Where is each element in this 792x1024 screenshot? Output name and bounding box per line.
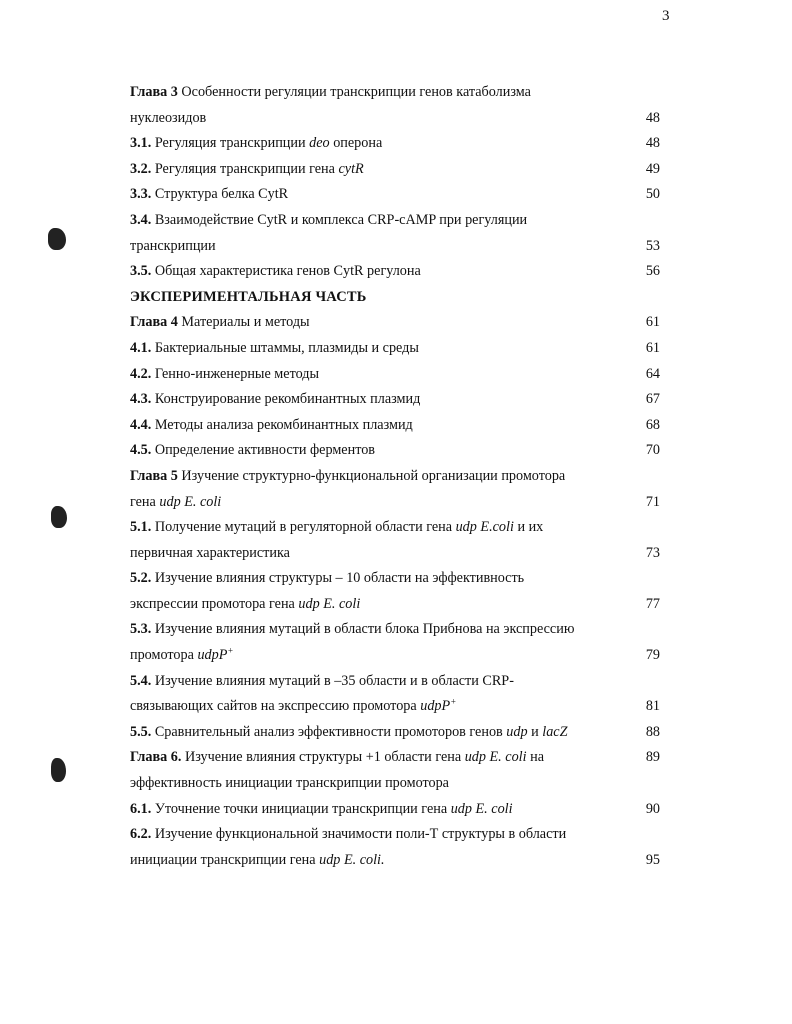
toc-entry (130, 671, 660, 697)
section-number: 5.3. (130, 621, 152, 638)
toc-entry-title (130, 545, 290, 561)
toc-entry (130, 799, 660, 825)
section-number: Глава 3 (130, 84, 178, 100)
title-text: udp E. coli (159, 493, 222, 510)
toc-page-number: 48 (645, 109, 660, 126)
title-text: udpP (420, 698, 451, 715)
toc-page-number: 81 (645, 698, 660, 715)
title-text: Уточнение точки инициации транскрипции гена (151, 800, 451, 817)
toc-page-number: 89 (645, 749, 660, 766)
title-text: Определение активности ферментов (151, 442, 376, 459)
title-text: Сравнительный анализ эффективности промоторов генов (151, 723, 507, 740)
toc-entry-title (130, 238, 216, 254)
title-text: Общая характеристика генов CytR регулона (151, 263, 421, 280)
toc-page-number: 56 (645, 263, 660, 280)
section-number: Глава 6. (130, 749, 182, 766)
title-text: Структура белка CytR (151, 186, 289, 203)
title-text: Изучение влияния структуры – 10 области на эффективность (151, 570, 525, 587)
toc-entry (130, 415, 660, 441)
title-text: Материалы и методы (177, 314, 310, 331)
toc-entry-title (130, 314, 310, 330)
toc-entry-title (130, 494, 221, 510)
title-text: udp E. coli. (319, 851, 385, 868)
title-text: Изучение влияния мутаций в области блока Прибнова на экспрессию (151, 621, 575, 638)
section-number: 3.1. (130, 135, 152, 152)
section-number: 5.5. (130, 723, 152, 740)
toc-entry (130, 543, 660, 569)
toc-entry (130, 338, 660, 364)
title-text: Изучение влияния структуры +1 области гена (181, 749, 465, 766)
toc-entry-title (130, 826, 566, 842)
section-number: 3.4. (130, 211, 152, 228)
toc-entry-title (130, 647, 233, 663)
toc-entry-title (130, 801, 513, 817)
toc-entry-title (130, 366, 319, 382)
toc-entry-title (130, 263, 421, 279)
title-text: Особенности регуляции транскрипции генов катаболизма (177, 84, 531, 100)
toc-entry-title (130, 84, 531, 100)
toc-page-number: 67 (645, 391, 660, 408)
toc-entry (130, 440, 660, 466)
toc-entry (130, 773, 660, 799)
title-text: инициации транскрипции гена (130, 851, 320, 868)
toc-entry (130, 184, 660, 210)
title-text: Генно-инженерные методы (151, 365, 320, 382)
section-number: 3.2. (130, 160, 152, 177)
title-text: udp E. coli (298, 595, 361, 612)
toc-page-number: 53 (645, 237, 660, 254)
toc-entry (130, 82, 660, 108)
title-text: + (227, 645, 234, 656)
toc-page-number: 68 (645, 416, 660, 433)
toc-page-number: 90 (645, 800, 660, 817)
toc-entry (130, 645, 660, 671)
title-text: udp E. coli (464, 749, 527, 766)
toc-page-number: 61 (645, 314, 660, 331)
title-text: и их (513, 519, 544, 536)
title-text: lacZ (542, 723, 568, 740)
section-number: 5.2. (130, 570, 152, 587)
toc-entry-title (130, 852, 385, 868)
toc-page-number: 79 (645, 647, 660, 664)
toc-entry-title (130, 212, 527, 228)
title-text: udp E. coli (450, 800, 513, 817)
title-text: промотора (130, 647, 198, 664)
toc-entry (130, 619, 660, 645)
toc-page-number: 50 (645, 186, 660, 203)
title-text: эффективность инициации транскрипции промотора (130, 775, 449, 792)
toc-entry (130, 466, 660, 492)
title-text: и (527, 723, 543, 740)
title-text: Получение мутаций в регуляторной области гена (151, 519, 456, 536)
toc-entry (130, 568, 660, 594)
title-text: cytR (338, 160, 364, 177)
section-number: 3.3. (130, 186, 152, 203)
table-of-contents (130, 82, 660, 875)
title-text: deo (309, 135, 330, 152)
toc-entry (130, 312, 660, 338)
toc-entry (130, 159, 660, 185)
toc-entry (130, 824, 660, 850)
toc-entry-title (130, 698, 456, 714)
toc-page-number: 88 (645, 723, 660, 740)
title-text: экспрессии промотора гена (130, 595, 299, 612)
toc-entry-title (130, 186, 288, 202)
toc-page-number: 49 (645, 160, 660, 177)
toc-entry (130, 517, 660, 543)
toc-entry (130, 287, 660, 313)
toc-entry (130, 236, 660, 262)
scan-artifact (51, 758, 66, 782)
section-number: Глава 5 (130, 467, 178, 484)
title-text: Бактериальные штаммы, плазмиды и среды (151, 339, 419, 356)
title-text: udpP (197, 647, 228, 664)
title-text: Методы анализа рекомбинантных плазмид (151, 416, 413, 433)
toc-entry (130, 261, 660, 287)
title-text: транскрипции (130, 237, 216, 254)
title-text: + (450, 696, 457, 707)
toc-page-number: 73 (645, 544, 660, 561)
toc-entry (130, 364, 660, 390)
toc-page-number: 95 (645, 851, 660, 868)
toc-page-number: 48 (645, 135, 660, 152)
title-text: Регуляция транскрипции гена (151, 160, 339, 177)
toc-page-number: 77 (645, 595, 660, 612)
title-text: Конструирование рекомбинантных плазмид (151, 391, 421, 408)
section-number: 4.3. (130, 391, 152, 408)
toc-entry-title (130, 775, 449, 791)
toc-entry-title (130, 468, 565, 484)
section-number: Глава 4 (130, 314, 178, 331)
toc-entry-title (130, 570, 524, 586)
section-number: 4.2. (130, 365, 152, 382)
toc-entry-title (130, 673, 514, 689)
toc-entry-title (130, 161, 364, 177)
title-text: udp (506, 723, 528, 740)
title-text: Изучение структурно-функциональной организации промотора (177, 467, 566, 484)
toc-entry-title (130, 724, 568, 740)
toc-entry (130, 108, 660, 134)
title-text: udp E.coli (455, 519, 514, 536)
toc-entry-title (130, 519, 543, 535)
part-heading: ЭКСПЕРИМЕНТАЛЬНАЯ ЧАСТЬ (130, 288, 367, 305)
toc-entry (130, 133, 660, 159)
section-number: 6.2. (130, 826, 152, 843)
section-number: 3.5. (130, 263, 152, 280)
section-number: 5.4. (130, 672, 152, 689)
toc-entry (130, 389, 660, 415)
toc-page-number: 70 (645, 442, 660, 459)
toc-entry (130, 722, 660, 748)
toc-entry (130, 594, 660, 620)
section-number: 4.1. (130, 339, 152, 356)
toc-entry-title (130, 340, 419, 356)
toc-entry-title (130, 596, 360, 612)
toc-entry (130, 850, 660, 876)
toc-entry (130, 747, 660, 773)
title-text: Регуляция транскрипции (151, 135, 310, 152)
toc-page-number: 71 (645, 493, 660, 510)
page-number: 3 (662, 8, 670, 24)
section-number: 4.5. (130, 442, 152, 459)
toc-page-number: 61 (645, 339, 660, 356)
section-number: 6.1. (130, 800, 152, 817)
title-text: Изучение функциональной значимости поли-Т структуры в области (151, 826, 567, 843)
toc-entry-title (130, 749, 544, 765)
toc-entry (130, 492, 660, 518)
title-text: связывающих сайтов на экспрессию промотора (130, 698, 421, 715)
toc-entry-title (130, 442, 375, 458)
title-text: гена (130, 493, 160, 510)
title-text: первичная характеристика (130, 544, 290, 561)
title-text: нуклеозидов (130, 109, 207, 126)
toc-entry-title (130, 621, 574, 637)
toc-entry-title (130, 110, 206, 126)
toc-entry-title (130, 417, 413, 433)
toc-entry (130, 696, 660, 722)
title-text: на (526, 749, 544, 766)
toc-entry (130, 210, 660, 236)
scan-artifact (48, 228, 66, 250)
title-text: Взаимодействие CytR и комплекса CRP-cAMP при регуляции (151, 211, 528, 228)
title-text: Изучение влияния мутаций в –35 области и в области CRP- (151, 672, 514, 689)
section-number: 5.1. (130, 519, 152, 536)
scan-artifact (51, 506, 67, 528)
title-text: оперона (329, 135, 383, 152)
section-number: 4.4. (130, 416, 152, 433)
toc-entry-title (130, 135, 382, 151)
toc-page-number: 64 (645, 365, 660, 382)
toc-entry-title (130, 289, 367, 305)
toc-entry-title (130, 391, 420, 407)
